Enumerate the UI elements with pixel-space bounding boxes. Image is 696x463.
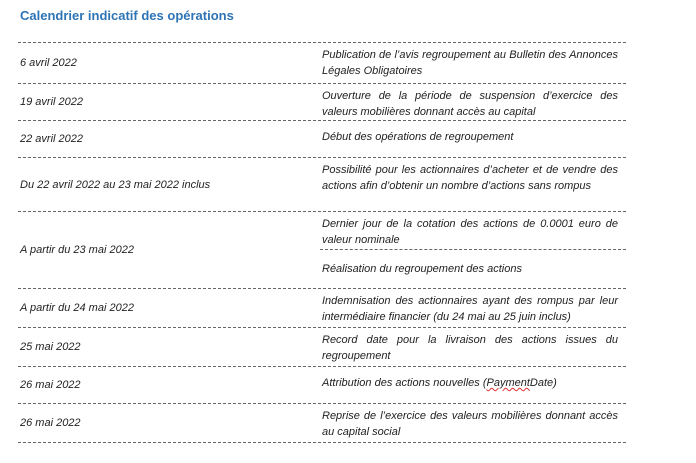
table-row bbox=[18, 84, 626, 121]
row-date: 25 mai 2022 bbox=[20, 341, 81, 353]
table-row bbox=[18, 289, 626, 328]
row-event: Indemnisation des actionnaires ayant des rompus par leur intermédiaire financier (du 24 mai au 25 juin inclus) bbox=[322, 295, 618, 323]
row-event: Réalisation du regroupement des actions bbox=[322, 262, 522, 275]
row-event: Dernier jour de la cotation des actions de 0.0001 euro de valeur nominale bbox=[320, 212, 626, 250]
table-row bbox=[18, 158, 626, 212]
row-event bbox=[320, 367, 626, 399]
spellcheck-word: Payment bbox=[486, 377, 530, 389]
row-event: Début des opérations de regroupement bbox=[322, 131, 514, 143]
operations-calendar-table bbox=[18, 42, 626, 443]
row-event: Reprise de l’exercice des valeurs mobilières donnant accès au capital social bbox=[322, 410, 618, 438]
row-date: A partir du 23 mai 2022 bbox=[20, 244, 134, 256]
row-date: Du 22 avril 2022 au 23 mai 2022 inclus bbox=[20, 178, 211, 191]
row-event: Possibilité pour les actionnaires d’acheter et de vendre des actions afin d’obtenir un nombre d’actions sans rompus bbox=[322, 164, 618, 192]
page-title: Calendrier indicatif des opérations bbox=[20, 8, 234, 23]
table-row bbox=[18, 328, 626, 367]
table-row bbox=[18, 404, 626, 443]
row-event: Record date pour la livraison des actions issues du regroupement bbox=[322, 334, 618, 362]
event-text: Date) bbox=[529, 377, 557, 389]
table-row bbox=[18, 367, 626, 404]
table-row bbox=[18, 212, 626, 289]
event-text: Attribution des actions nouvelles ( bbox=[322, 377, 487, 389]
row-date: 6 avril 2022 bbox=[20, 57, 77, 69]
table-row bbox=[18, 43, 626, 84]
row-date: 19 avril 2022 bbox=[20, 96, 83, 108]
row-date: 26 mai 2022 bbox=[20, 417, 81, 429]
table-row bbox=[18, 121, 626, 158]
row-event: Ouverture de la période de suspension d’exercice des valeurs mobilières donnant accès au capital bbox=[322, 90, 618, 118]
row-event: Publication de l’avis regroupement au Bulletin des Annonces Légales Obligatoires bbox=[322, 49, 618, 77]
row-date: A partir du 24 mai 2022 bbox=[20, 302, 134, 314]
row-date: 22 avril 2022 bbox=[20, 133, 83, 145]
row-date: 26 mai 2022 bbox=[20, 379, 81, 391]
